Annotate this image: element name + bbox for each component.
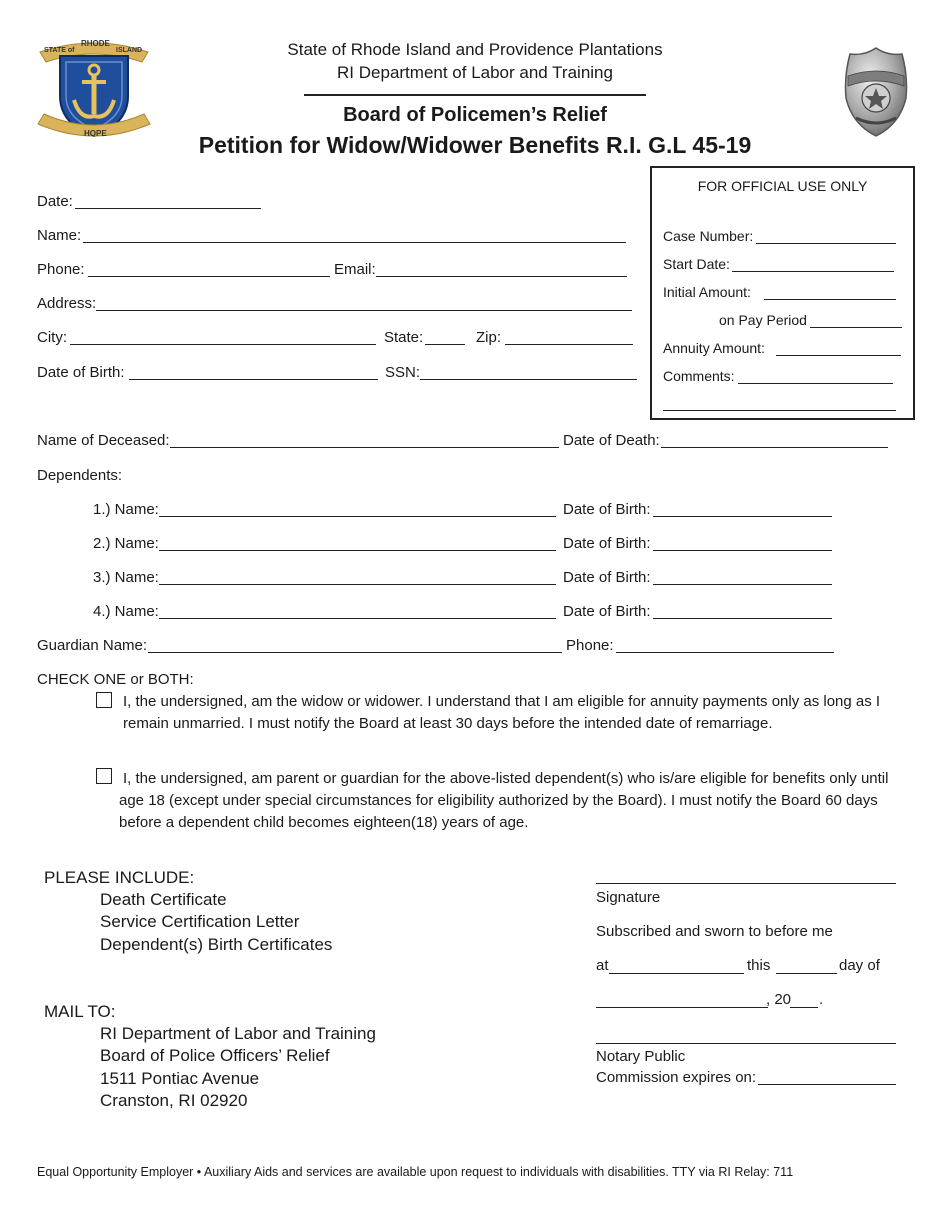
dob-field[interactable] (129, 379, 378, 380)
mail-line: Cranston, RI 02920 (100, 1091, 248, 1110)
agency-state: State of Rhode Island and Providence Plantations (287, 40, 663, 59)
dependent-3-dob-field[interactable] (653, 584, 832, 585)
dependent-3-dob-label: Date of Birth: (563, 569, 651, 586)
comments-field[interactable] (738, 383, 893, 384)
dependent-3-name-field[interactable] (159, 584, 556, 585)
guardian-name-field[interactable] (148, 652, 562, 653)
include-item: Death Certificate (100, 890, 227, 909)
address-label: Address: (37, 295, 97, 312)
annuity-amount-label: Annuity Amount: (663, 340, 765, 356)
agency-department: RI Department of Labor and Training (337, 63, 613, 82)
annuity-amount-field[interactable] (776, 355, 901, 356)
state-label: State: (384, 329, 424, 346)
this-day-field[interactable] (776, 973, 837, 974)
widow-checkbox[interactable] (96, 692, 112, 708)
start-date-label: Start Date: (663, 256, 730, 272)
check-label: CHECK ONE or BOTH: (37, 671, 194, 688)
at-label: at (596, 957, 609, 974)
dependent-4-dob-field[interactable] (653, 618, 832, 619)
dependent-2-name-label: 2.) Name: (93, 535, 159, 552)
include-label: PLEASE INCLUDE: (44, 868, 195, 887)
sworn-text: Subscribed and sworn to before me (596, 923, 833, 940)
seal-right-text: ISLAND (116, 47, 143, 54)
death-date-label: Date of Death: (563, 432, 660, 449)
seal-bottom-text: HOPE (84, 129, 107, 138)
guardian-phone-field[interactable] (616, 652, 834, 653)
commission-field[interactable] (758, 1084, 896, 1085)
comments-field-2[interactable] (663, 410, 896, 411)
pay-period-label: on Pay Period (719, 312, 807, 328)
address-field[interactable] (96, 310, 632, 311)
signature-label: Signature (596, 889, 661, 906)
deceased-name-label: Name of Deceased: (37, 432, 170, 449)
include-item: Service Certification Letter (100, 912, 300, 931)
header-divider (304, 94, 646, 96)
dependent-1-dob-label: Date of Birth: (563, 501, 651, 518)
dependent-2-dob-label: Date of Birth: (563, 535, 651, 552)
board-title: Board of Policemen’s Relief (343, 104, 607, 126)
year-period: . (819, 991, 824, 1008)
dependent-1-name-field[interactable] (159, 516, 556, 517)
ssn-field[interactable] (420, 379, 637, 380)
mail-line: 1511 Pontiac Avenue (100, 1069, 260, 1088)
include-item: Dependent(s) Birth Certificates (100, 935, 333, 954)
email-field[interactable] (376, 276, 627, 277)
this-label: this (747, 957, 771, 974)
dependent-2-dob-field[interactable] (653, 550, 832, 551)
official-title: FOR OFFICIAL USE ONLY (697, 178, 868, 194)
guardian-phone-label: Phone: (566, 637, 614, 654)
zip-field[interactable] (505, 344, 633, 345)
guardian-statement: I, the undersigned, am parent or guardian for the above-listed dependent(s) who is/are eligible for benefits only until age 18 (except under special circumstances for eligibility authorized by the Board). I must notify the Board 60 days before a dependent child becomes eighteen(18) years of age. (119, 770, 889, 831)
zip-label: Zip: (476, 329, 502, 346)
at-field[interactable] (609, 973, 744, 974)
comments-label: Comments: (663, 368, 735, 384)
pay-period-field[interactable] (810, 327, 902, 328)
phone-field[interactable] (88, 276, 330, 277)
phone-label: Phone: (37, 261, 85, 278)
case-number-label: Case Number: (663, 228, 754, 244)
city-label: City: (37, 329, 67, 346)
deceased-name-field[interactable] (170, 447, 559, 448)
date-label: Date: (37, 193, 73, 210)
initial-amount-field[interactable] (764, 299, 896, 300)
dependent-2-name-field[interactable] (159, 550, 556, 551)
guardian-name-label: Guardian Name: (37, 637, 148, 654)
case-number-field[interactable] (756, 243, 896, 244)
official-use-box (650, 166, 915, 420)
death-date-field[interactable] (661, 447, 888, 448)
notary-signature-field[interactable] (596, 1043, 896, 1044)
initial-amount-label: Initial Amount: (663, 284, 751, 300)
ssn-label: SSN: (385, 364, 421, 381)
dependent-1-dob-field[interactable] (653, 516, 832, 517)
mail-line: RI Department of Labor and Training (100, 1024, 376, 1043)
dependent-1-name-label: 1.) Name: (93, 501, 159, 518)
date-field[interactable] (75, 208, 261, 209)
dependent-4-dob-label: Date of Birth: (563, 603, 651, 620)
seal-top-text: RHODE (81, 39, 110, 48)
day-of-label: day of (839, 957, 880, 974)
state-field[interactable] (425, 344, 465, 345)
month-field[interactable] (596, 1007, 768, 1008)
guardian-checkbox[interactable] (96, 768, 112, 784)
dependents-label: Dependents: (37, 467, 123, 484)
notary-label: Notary Public (596, 1048, 686, 1065)
year-prefix: , 20 (766, 991, 792, 1008)
start-date-field[interactable] (732, 271, 894, 272)
name-label: Name: (37, 227, 82, 244)
widow-statement: I, the undersigned, am the widow or widower. I understand that I am eligible for annuity payments only as long as I remain unmarried. I must notify the Board at least 30 days before the intended date of remarriage. (123, 693, 881, 732)
mail-line: Board of Police Officers’ Relief (100, 1046, 330, 1065)
year-field[interactable] (790, 1007, 818, 1008)
footer-text: Equal Opportunity Employer • Auxiliary Aids and services are available upon request to individuals with disabilities. TTY via RI Relay: 711 (37, 1165, 794, 1179)
signature-field[interactable] (596, 883, 896, 884)
city-field[interactable] (70, 344, 376, 345)
commission-label: Commission expires on: (596, 1069, 757, 1086)
seal-left-text: STATE of (44, 47, 75, 54)
email-label: Email: (334, 261, 376, 278)
dependent-4-name-field[interactable] (159, 618, 556, 619)
name-field[interactable] (83, 242, 626, 243)
dependent-3-name-label: 3.) Name: (93, 569, 159, 586)
dob-label: Date of Birth: (37, 364, 125, 381)
mail-label: MAIL TO: (44, 1002, 116, 1021)
page-title: Petition for Widow/Widower Benefits R.I. G.L 45-19 (198, 132, 752, 158)
dependent-4-name-label: 4.) Name: (93, 603, 159, 620)
